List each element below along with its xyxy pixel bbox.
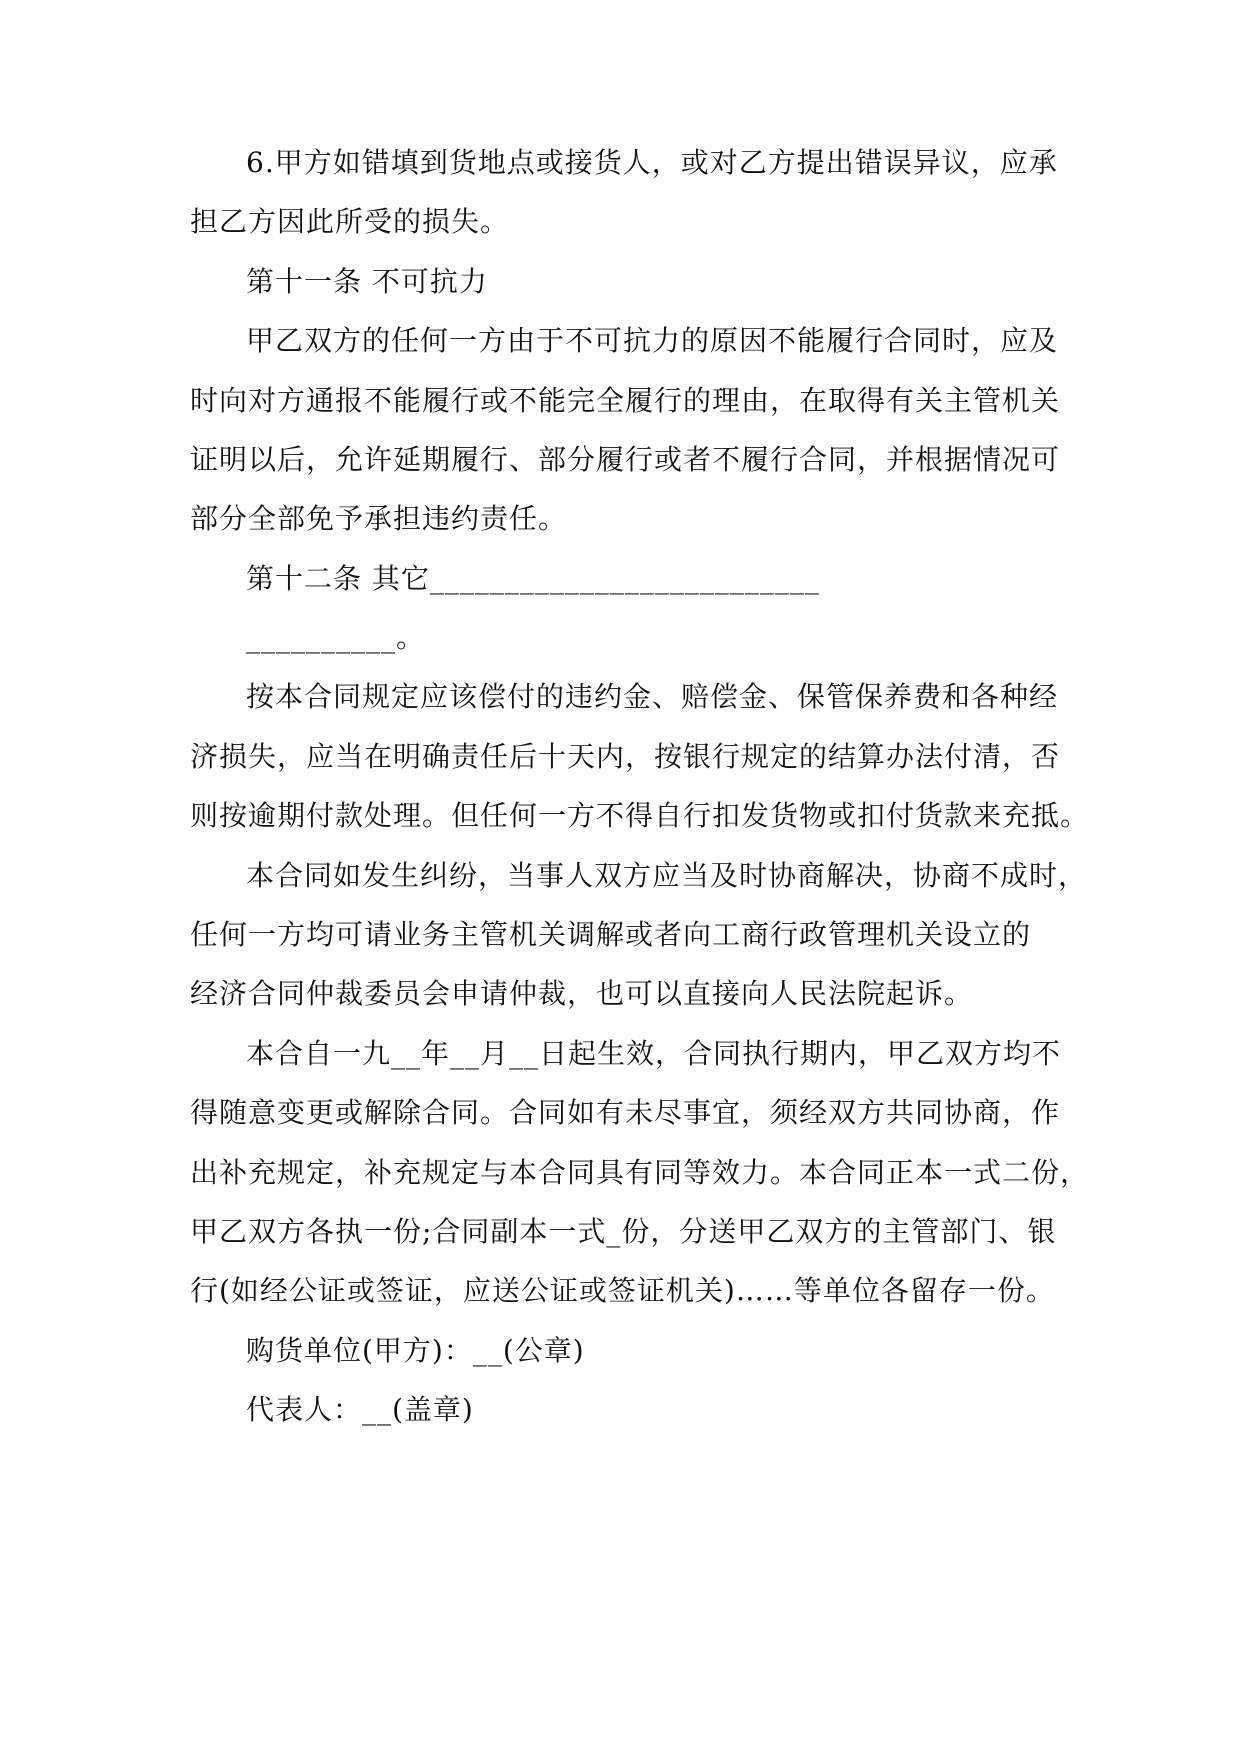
article-11-heading: 第十一条 不可抗力 <box>246 265 488 298</box>
effectiveness-line-3: 出补充规定，补充规定与本合同具有同等效力。本合同正本一式二份， <box>190 1156 1090 1189</box>
article-12-blank-line: __________。 <box>246 621 426 654</box>
effectiveness-line-4: 甲乙双方各执一份;合同副本一式_份，分送甲乙双方的主管部门、银 <box>190 1215 1057 1248</box>
effectiveness-line-2: 得随意变更或解除合同。合同如有未尽事宜，须经双方共同协商，作 <box>190 1096 1061 1129</box>
compensation-line-3: 则按逾期付款处理。但任何一方不得自行扣发货物或扣付货款来充抵。 <box>190 799 1090 832</box>
buyer-unit-line: 购货单位(甲方)：__(公章) <box>246 1334 585 1367</box>
representative-line: 代表人：__(盖章) <box>246 1393 474 1426</box>
effectiveness-line-1: 本合自一九__年__月__日起生效，合同执行期内，甲乙双方均不 <box>246 1037 1062 1070</box>
article-12-heading: 第十二条 其它__________________________ <box>246 562 820 595</box>
force-majeure-line-1: 甲乙双方的任何一方由于不可抗力的原因不能履行合同时，应及 <box>246 324 1059 357</box>
compensation-line-2: 济损失，应当在明确责任后十天内，按银行规定的结算办法付清，否 <box>190 740 1061 773</box>
clause-6-line-1: 6.甲方如错填到货地点或接货人，或对乙方提出错误异议，应承 <box>246 146 1058 179</box>
clause-6-line-2: 担乙方因此所受的损失。 <box>190 205 510 238</box>
force-majeure-line-4: 部分全部免予承担违约责任。 <box>190 502 568 535</box>
dispute-line-2: 任何一方均可请业务主管机关调解或者向工商行政管理机关设立的 <box>190 918 1032 951</box>
dispute-line-1: 本合同如发生纠纷，当事人双方应当及时协商解决，协商不成时， <box>246 859 1088 892</box>
effectiveness-line-5: 行(如经公证或签证，应送公证或签证机关)……等单位各留存一份。 <box>190 1274 1055 1307</box>
compensation-line-1: 按本合同规定应该偿付的违约金、赔偿金、保管保养费和各种经 <box>246 680 1059 713</box>
force-majeure-line-2: 时向对方通报不能履行或不能完全履行的理由，在取得有关主管机关 <box>190 384 1061 417</box>
dispute-line-3: 经济合同仲裁委员会申请仲裁，也可以直接向人民法院起诉。 <box>190 977 974 1010</box>
force-majeure-line-3: 证明以后，允许延期履行、部分履行或者不履行合同，并根据情况可 <box>190 443 1061 476</box>
